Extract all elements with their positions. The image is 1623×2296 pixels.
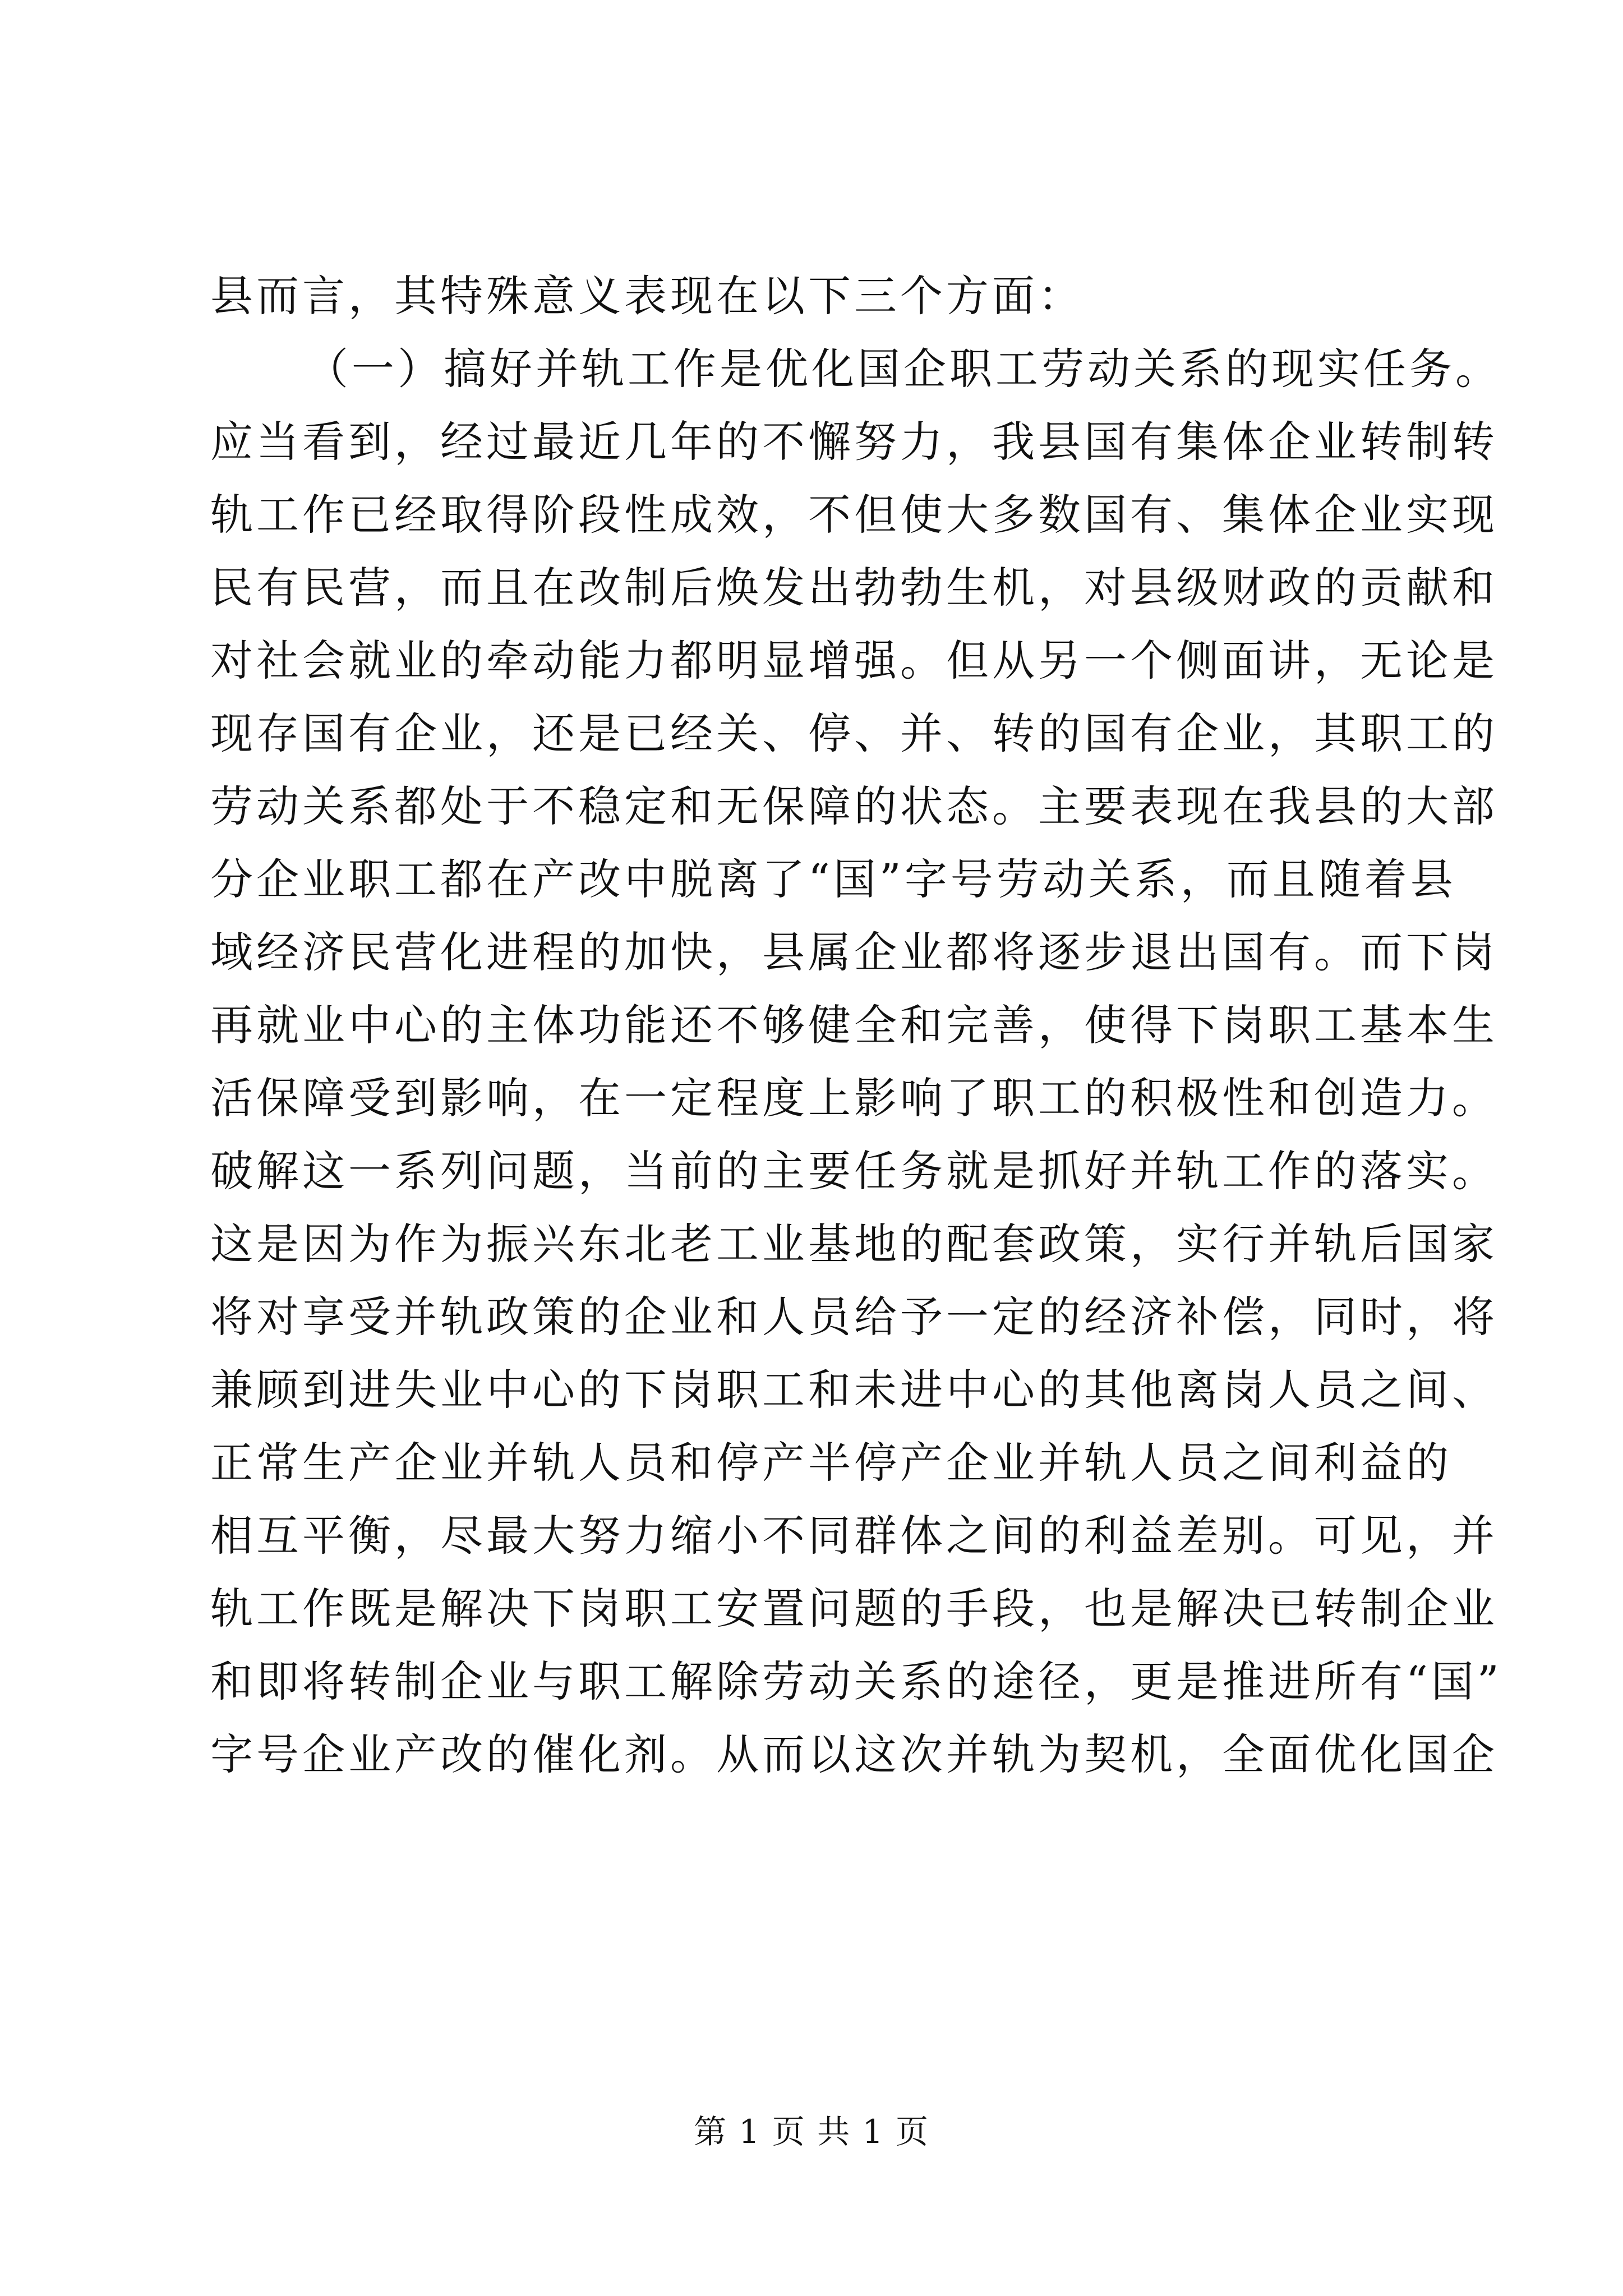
text-line: 再就业中心的主体功能还不够健全和完善，使得下岗职工基本生 bbox=[210, 1000, 1498, 1050]
text-line: 域经济民营化进程的加快，县属企业都将逐步退出国有。而下岗 bbox=[210, 927, 1498, 977]
page-number-footer: 第 1 页 共 1 页 bbox=[694, 2113, 929, 2151]
text-line: 正常生产企业并轨人员和停产半停产企业并轨人员之间利益的 bbox=[210, 1438, 1452, 1488]
text-line: 活保障受到影响，在一定程度上影响了职工的积极性和创造力。 bbox=[210, 1073, 1498, 1123]
text-line: 现存国有企业，还是已经关、停、并、转的国有企业，其职工的 bbox=[210, 708, 1498, 758]
text-line: 轨工作已经取得阶段性成效，不但使大多数国有、集体企业实现 bbox=[210, 490, 1498, 540]
text-line: 将对享受并轨政策的企业和人员给予一定的经济补偿，同时，将 bbox=[210, 1292, 1498, 1342]
text-line: 分企业职工都在产改中脱离了“国”字号劳动关系，而且随着县 bbox=[210, 854, 1456, 904]
text-line: 应当看到，经过最近几年的不懈努力，我县国有集体企业转制转 bbox=[210, 417, 1498, 467]
text-line: 对社会就业的牵动能力都明显增强。但从另一个侧面讲，无论是 bbox=[210, 636, 1498, 685]
text-line: 和即将转制企业与职工解除劳动关系的途径，更是推进所有“国” bbox=[210, 1657, 1502, 1706]
text-line: 这是因为作为振兴东北老工业基地的配套政策，实行并轨后国家 bbox=[210, 1219, 1498, 1269]
text-line: 兼顾到进失业中心的下岗职工和未进中心的其他离岗人员之间、 bbox=[210, 1365, 1498, 1415]
text-line: 破解这一系列问题，当前的主要任务就是抓好并轨工作的落实。 bbox=[210, 1146, 1498, 1196]
text-line: 字号企业产改的催化剂。从而以这次并轨为契机，全面优化国企 bbox=[210, 1729, 1498, 1779]
text-line: 民有民营，而且在改制后焕发出勃勃生机，对县级财政的贡献和 bbox=[210, 563, 1498, 613]
text-line: 轨工作既是解决下岗职工安置问题的手段，也是解决已转制企业 bbox=[210, 1584, 1498, 1634]
section-heading: （一）搞好并轨工作是优化国企职工劳动关系的现实任务。 bbox=[306, 344, 1501, 394]
text-line: 相互平衡，尽最大努力缩小不同群体之间的利益差别。可见，并 bbox=[210, 1511, 1498, 1561]
text-line: 县而言，其特殊意义表现在以下三个方面： bbox=[210, 271, 1084, 321]
text-line: 劳动关系都处于不稳定和无保障的状态。主要表现在我县的大部 bbox=[210, 781, 1498, 831]
